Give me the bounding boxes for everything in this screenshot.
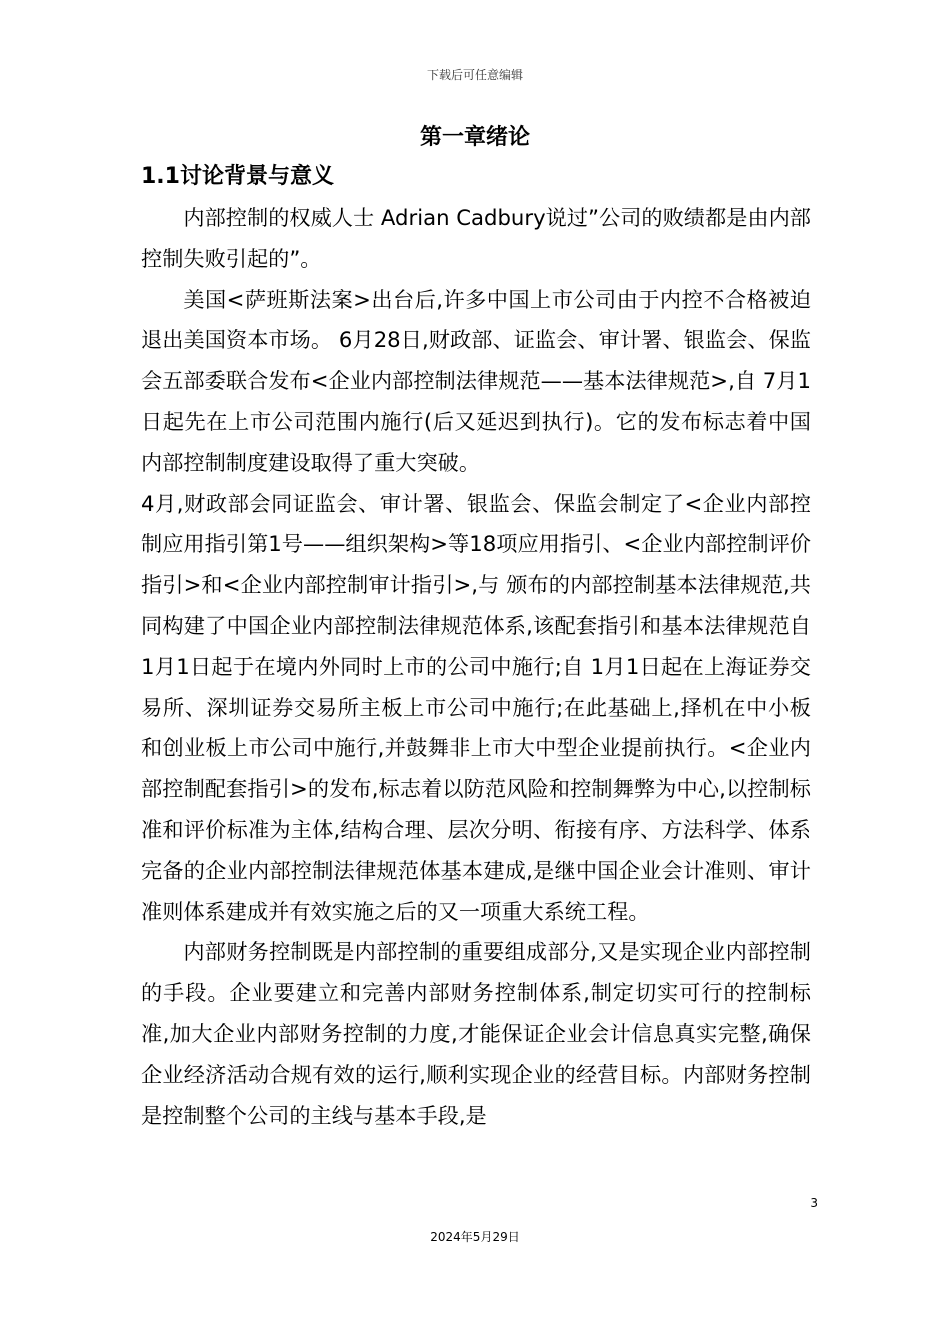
footer-date: 2024年5月29日 [430,1230,520,1244]
paragraph-3: 4月,财政部会同证监会、审计署、银监会、保监会制定了<企业内部控制应用指引第1号——组织架构>等18项应用指引、<企业内部控制评价指引>和<企业内部控制审计指引>,与 颁布的内部控制基本法律规范,共同构建了中国企业内部控制法律规范体系,该配套指引和基本法律规范自 1月1日起于在境内外同时上市的公司中施行;自 1月1日起在上海证券交易所、深圳证券交易所主板上市公司中施行;在此基础上,择机在中小板和创业板上市公司中施行,并鼓舞非上市大中型企业提前执行。<企业内部控制配套指引>的发布,标志着以防范风险和控制舞弊为中心,以控制标准和评价标准为主体,结构合理、层次分明、衔接有序、方法科学、体系完备的企业内部控制法律规范体基本建成,是继中国企业会计准则、审计准则体系建成并有效实施之后的又一项重大系统工程。 [141,490,811,924]
chapter-title: 第一章绪论 [419,125,530,150]
page-number: 3 [810,1196,818,1210]
paragraph-1: 内部控制的权威人士 Adrian Cadbury说过”公司的败绩都是由内部控制失败引起的”。 [141,205,811,271]
section-title: 1.1讨论背景与意义 [141,164,334,189]
paragraph-2: 美国<萨班斯法案>出台后,许多中国上市公司由于内控不合格被迫退出美国资本市场。 6月28日,财政部、证监会、审计署、银监会、保监会五部委联合发布<企业内部控制法律规范——基本法律规范>,自 7月1日起先在上市公司范围内施行(后又延迟到执行)。它的发布标志着中国内部控制制度建设取得了重大突破。 [141,286,811,475]
body-text [141,198,811,1136]
page-header: 下载后可任意编辑 [426,68,523,82]
paragraph-4: 内部财务控制既是内部控制的重要组成部分,又是实现企业内部控制的手段。企业要建立和完善内部财务控制体系,制定切实可行的控制标准,加大企业内部财务控制的力度,才能保证企业会计信息真实完整,确保企业经济活动合规有效的运行,顺利实现企业的经营目标。内部财务控制是控制整个公司的主线与基本手段,是 [141,939,811,1128]
